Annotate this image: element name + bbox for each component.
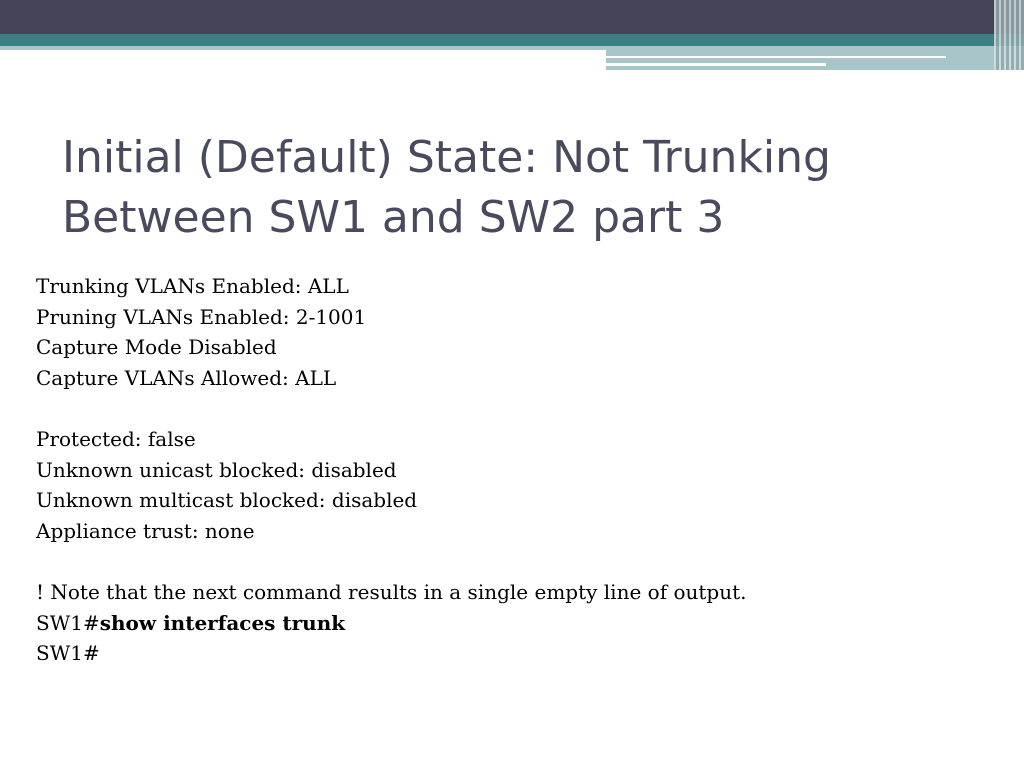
note-line: ! Note that the next command results in a single empty line of output.	[36, 579, 747, 604]
cli-output	[36, 271, 996, 669]
slide-title-line: Between SW1 and SW2 part 3	[62, 192, 725, 243]
header-stripes	[994, 0, 1024, 70]
slide-title	[62, 128, 962, 248]
header-accent-line	[606, 63, 826, 66]
blank-line	[36, 393, 996, 424]
blank-line	[36, 546, 996, 577]
cli-prompt: SW1#	[36, 610, 100, 635]
output-line: Capture VLANs Allowed: ALL	[36, 365, 337, 390]
cli-prompt-final: SW1#	[36, 641, 100, 666]
cli-command: show interfaces trunk	[99, 610, 346, 635]
slide-title-line: Initial (Default) State: Not Trunking	[62, 132, 831, 183]
output-line: Trunking VLANs Enabled: ALL	[36, 274, 349, 298]
output-line: Protected: false	[36, 426, 196, 451]
output-line: Unknown unicast blocked: disabled	[36, 457, 397, 482]
command-line	[36, 608, 996, 639]
header-accent-line	[606, 56, 946, 58]
output-line: Unknown multicast blocked: disabled	[36, 488, 418, 513]
header-light-band	[0, 46, 606, 50]
output-line: Capture Mode Disabled	[36, 335, 277, 360]
header-right-block	[606, 46, 1024, 70]
header-teal-band	[0, 34, 1024, 46]
header-dark-band	[0, 0, 1024, 34]
output-line: Pruning VLANs Enabled: 2-1001	[36, 304, 367, 329]
output-line: Appliance trust: none	[36, 518, 255, 543]
